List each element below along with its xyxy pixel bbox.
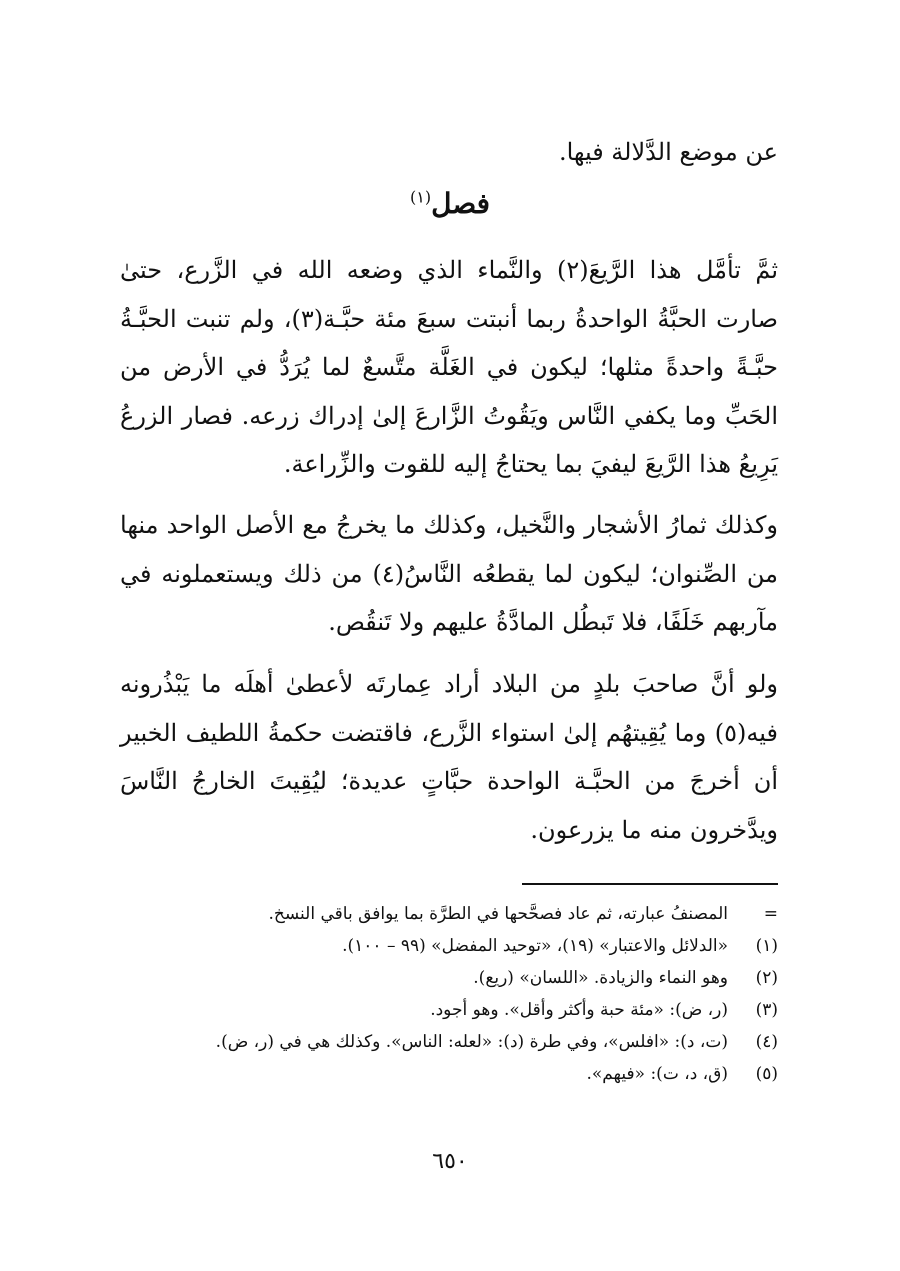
footnote-text: (ت، د): «افلس»، وفي طرة (د): «لعله: الناس». وكذلك هي في (ر، ض).: [215, 1032, 728, 1052]
paragraph-3: [120, 660, 778, 854]
paragraph-text: ولو أنَّ صاحبَ بلدٍ من البلاد أراد عِمارتَه لأعطىٰ أهلَه ما يَبْذُرونه فيه(٥) وما يُقِيتهُم إلىٰ استواء الزَّرع، فاقتضت حكمةُ اللطيف الخبير أن أخرجَ من الحبَّـة الواحدة حبَّاتٍ عديدة؛ ليُقِيتَ الخارجُ النَّاسَ ويدَّخرون منه ما يزرعون.: [120, 670, 778, 844]
footnote-marker: =: [763, 904, 778, 924]
footnote-text: «الدلائل والاعتبار» (١٩)، «توحيد المفضل» (٩٩ – ١٠٠).: [342, 936, 728, 956]
section-heading: [0, 180, 900, 228]
footnote-4: [120, 1026, 778, 1058]
footnote-marker: (١): [755, 936, 778, 956]
paragraph-text: وكذلك ثمارُ الأشجار والنَّخيل، وكذلك ما يخرجُ مع الأصل الواحد منها من الصِّنوان؛ ليكون لما يقطعُه النَّاسُ(٤) من ذلك ويستعملونه في مآربهم خَلَفًا، فلا تَبطُل المادَّةُ عليهم ولا تَنقُص.: [120, 511, 778, 636]
heading-title: فصل: [431, 187, 490, 220]
footnote-text: (ر، ض): «مئة حبة وأكثر وأقل». وهو أجود.: [430, 1000, 728, 1020]
footnote-2: [120, 962, 778, 994]
intro-line: [120, 128, 778, 176]
footnote-marker: (٤): [755, 1032, 778, 1052]
footnote-continuation: [120, 898, 778, 930]
footnote-marker: (٥): [755, 1064, 778, 1084]
footnote-divider: [522, 883, 778, 885]
footnote-text: وهو النماء والزيادة. «اللسان» (ريع).: [473, 968, 728, 988]
intro-text: عن موضع الدَّلالة فيها.: [558, 138, 778, 166]
heading-footnote-ref: (١): [410, 187, 432, 207]
paragraph-1: [120, 246, 778, 489]
footnote-1: [120, 930, 778, 962]
footnote-3: [120, 994, 778, 1026]
footnote-marker: (٢): [755, 968, 778, 988]
page-number: ٦٥٠: [432, 1149, 468, 1174]
footnote-5: [120, 1058, 778, 1090]
paragraph-2: [120, 501, 778, 647]
footnote-marker: (٣): [755, 1000, 778, 1020]
footnote-text: المصنفُ عبارته، ثم عاد فصحَّحها في الطرَّة بما يوافق باقي النسخ.: [268, 904, 728, 924]
paragraph-text: ثمَّ تأمَّل هذا الرَّيعَ(٢) والنَّماء الذي وضعه الله في الزَّرع، حتىٰ صارت الحبَّةُ الواحدةُ ربما أنبتت سبعَ مئة حبَّـة(٣)، ولم تنبت الحبَّـةُ حبَّـةً واحدةً مثلها؛ ليكون في الغَلَّة متَّسعٌ لما يُرَدُّ في الأرض من الحَبِّ وما يكفي النَّاس ويَقُوتُ الزَّارعَ إلىٰ إدراك زرعه. فصار الزرعُ يَرِيعُ هذا الرَّيعَ ليفيَ بما يحتاجُ إليه للقوت والزِّراعة.: [120, 256, 778, 478]
footnote-text: (ق، د، ت): «فيهم».: [586, 1064, 728, 1084]
footnotes: [120, 898, 778, 1090]
